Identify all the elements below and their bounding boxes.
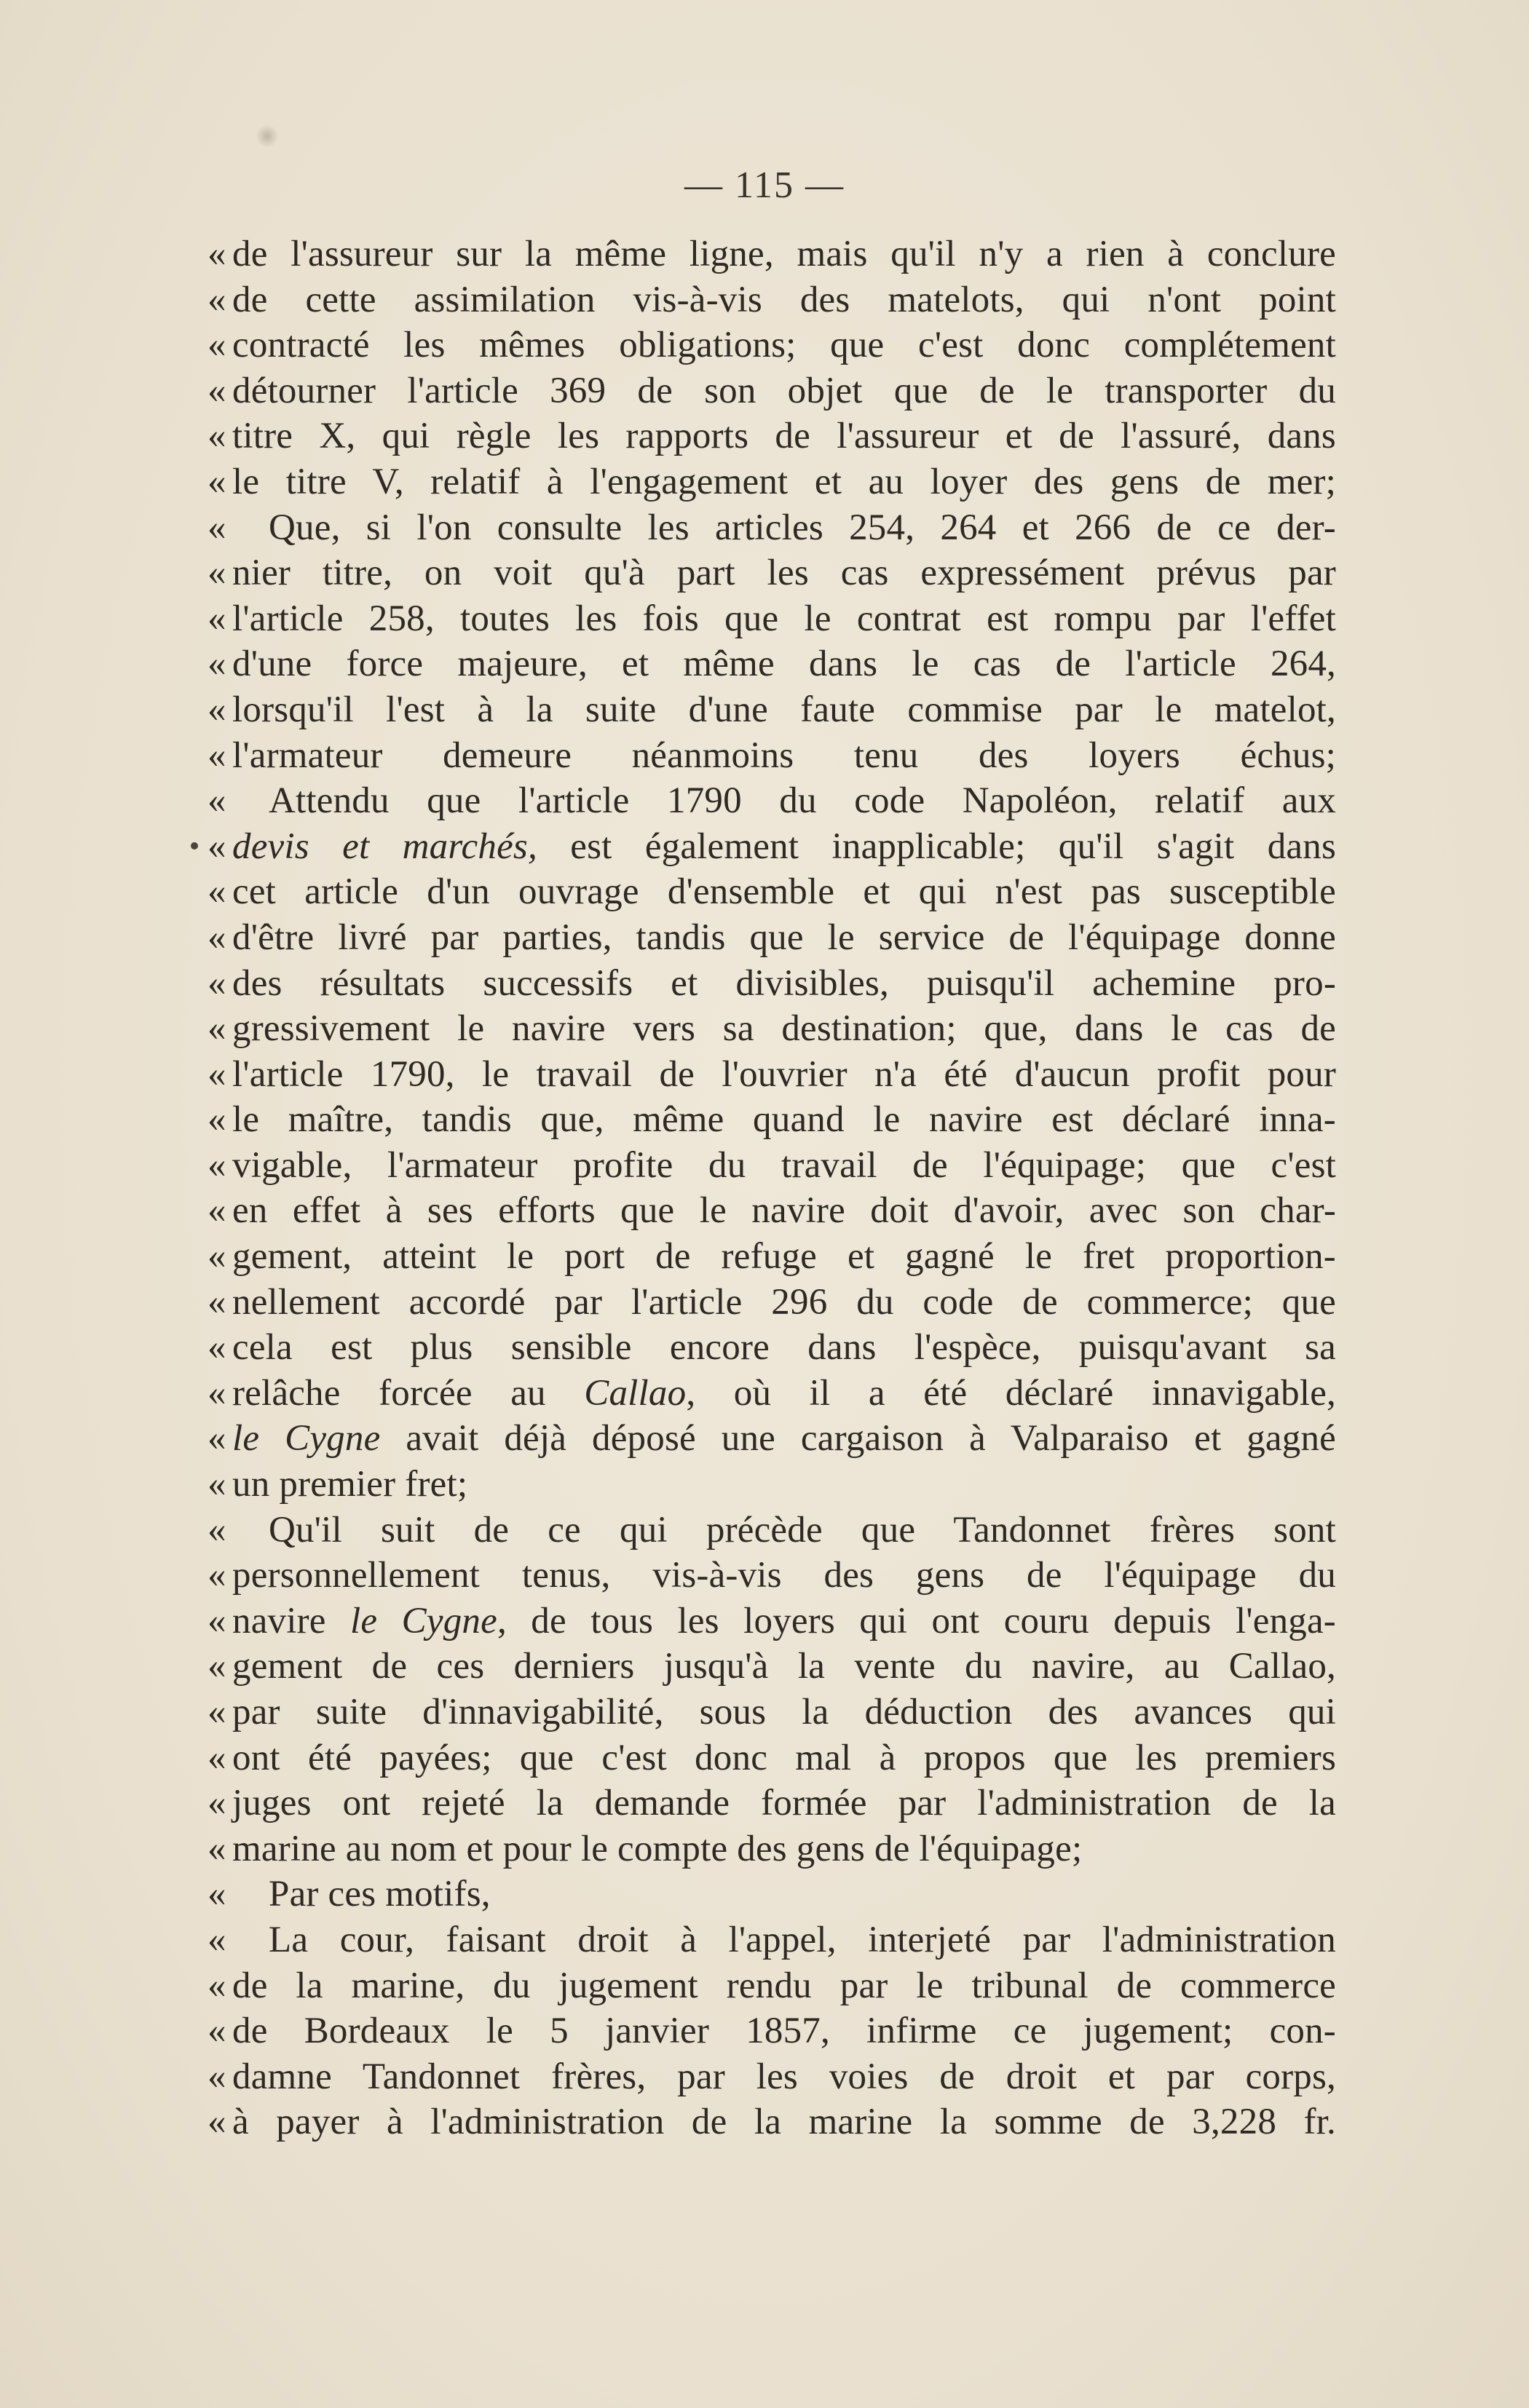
line-text: vigable, l'armateur profite du travail de l'équipage; que c'est	[232, 1144, 1336, 1186]
quote-mark: «	[208, 553, 226, 594]
line-text: de l'assureur sur la même ligne, mais qu'il n'y a rien à conclure	[232, 234, 1336, 274]
text-line	[208, 505, 1336, 551]
line-text: Par ces motifs,	[269, 1874, 491, 1915]
margin-mark	[191, 842, 198, 849]
text-line	[208, 1371, 1336, 1417]
line-text: de Bordeaux le 5 janvier 1857, infirme ce jugement; con-	[232, 2011, 1336, 2052]
quote-mark: «	[208, 2056, 226, 2097]
paper-smudge	[256, 124, 278, 148]
italic-text: le Cygne	[350, 1600, 497, 1641]
quote-mark: «	[208, 1327, 226, 1369]
quote-mark: «	[208, 1874, 226, 1915]
quote-mark: «	[208, 234, 226, 274]
line-text: juges ont rejeté la demande formée par l'administration de la	[232, 1783, 1336, 1824]
text-line	[208, 1872, 1336, 1917]
line-text: ont été payées; que c'est donc mal à propos que les premiers	[232, 1737, 1336, 1778]
quote-mark: «	[208, 1919, 226, 1960]
quote-mark: «	[208, 1783, 226, 1824]
italic-text: le Cygne	[232, 1418, 381, 1460]
line-text: nier titre, on voit qu'à part les cas expressément prévus par	[232, 553, 1336, 594]
line-text: à payer à l'administration de la marine la somme de 3,228 fr.	[232, 2102, 1336, 2143]
quote-mark: «	[208, 598, 226, 639]
line-text: La cour, faisant droit à l'appel, interjeté par l'administration	[269, 1919, 1336, 1960]
quote-mark: «	[208, 1144, 226, 1186]
text-line	[208, 869, 1336, 915]
line-text: cet article d'un ouvrage d'ensemble et qui n'est pas susceptible	[232, 871, 1336, 913]
quote-mark: «	[208, 1418, 226, 1460]
text-line	[208, 1508, 1336, 1553]
line-text: marine au nom et pour le compte des gens de l'équipage;	[232, 1828, 1083, 1869]
text-line	[208, 1644, 1336, 1690]
line-text: lorsqu'il l'est à la suite d'une faute commise par le matelot,	[232, 689, 1336, 730]
quote-mark: «	[208, 1737, 226, 1778]
body-text	[208, 231, 1336, 2145]
line-text: contracté les mêmes obligations; que c'est donc complétement	[232, 325, 1336, 366]
text-line	[208, 368, 1336, 414]
line-text: d'une force majeure, et même dans le cas de l'article 264,	[232, 643, 1336, 685]
text-line	[208, 1143, 1336, 1189]
text-line	[208, 1462, 1336, 1508]
quote-mark: «	[208, 2102, 226, 2143]
page-number: — 115 —	[684, 165, 845, 206]
quote-mark: «	[208, 279, 226, 320]
quote-mark: «	[208, 871, 226, 913]
line-text: détourner l'article 369 de son objet que de le transporter du	[232, 370, 1336, 411]
line-text: , où il a été déclaré innavigable,	[686, 1372, 1336, 1414]
line-text: l'article 258, toutes les fois que le contrat est rompu par l'effet	[232, 598, 1336, 639]
quote-mark: «	[208, 962, 226, 1004]
text-line	[208, 1826, 1336, 1872]
quote-mark: «	[208, 370, 226, 411]
line-text: le titre V, relatif à l'engagement et au loyer des gens de mer;	[232, 461, 1336, 502]
line-text: Qu'il suit de ce qui précède que Tandonnet frères sont	[269, 1509, 1336, 1550]
quote-mark: «	[208, 1965, 226, 2006]
text-line	[208, 277, 1336, 323]
quote-mark: «	[208, 1464, 226, 1505]
quote-mark: «	[208, 1600, 226, 1641]
text-line	[208, 1690, 1336, 1735]
line-text: Attendu que l'article 1790 du code Napoléon, relatif aux	[269, 780, 1336, 822]
text-line	[208, 824, 1336, 870]
text-line	[208, 459, 1336, 505]
text-line	[208, 961, 1336, 1007]
line-text: d'être livré par parties, tandis que le service de l'équipage donne	[232, 916, 1336, 958]
text-line	[208, 1735, 1336, 1781]
text-line	[208, 915, 1336, 961]
quote-mark: «	[208, 734, 226, 776]
quote-mark: «	[208, 1281, 226, 1323]
text-line	[208, 1599, 1336, 1644]
line-text: navire	[232, 1600, 351, 1641]
text-line	[208, 231, 1336, 277]
text-line	[208, 1325, 1336, 1371]
quote-mark: «	[208, 916, 226, 958]
quote-mark: «	[208, 416, 226, 457]
line-text: gement de ces derniers jusqu'à la vente du navire, au Callao,	[232, 1646, 1336, 1687]
quote-mark: «	[208, 780, 226, 822]
text-line	[208, 1416, 1336, 1462]
text-line	[208, 2008, 1336, 2054]
line-text: le maître, tandis que, même quand le navire est déclaré inna-	[232, 1099, 1336, 1141]
text-line	[208, 1553, 1336, 1599]
text-line	[208, 1052, 1336, 1098]
text-line	[208, 2099, 1336, 2145]
italic-text: Callao	[584, 1372, 687, 1414]
line-text: un premier fret;	[232, 1464, 468, 1505]
line-text: des résultats successifs et divisibles, puisqu'il achemine pro-	[232, 962, 1336, 1004]
line-text: en effet à ses efforts que le navire doit d'avoir, avec son char-	[232, 1190, 1336, 1232]
quote-mark: «	[208, 1099, 226, 1141]
quote-mark: «	[208, 1053, 226, 1095]
line-text: relâche forcée au	[232, 1372, 585, 1414]
line-text: nellement accordé par l'article 296 du code de commerce; que	[232, 1281, 1336, 1323]
quote-mark: «	[208, 1372, 226, 1414]
text-line	[208, 550, 1336, 596]
text-line	[208, 322, 1336, 368]
text-line	[208, 1781, 1336, 1826]
quote-mark: «	[208, 825, 226, 867]
line-text: gressivement le navire vers sa destination; que, dans le cas de	[232, 1008, 1336, 1050]
quote-mark: «	[208, 1692, 226, 1732]
text-line	[208, 1280, 1336, 1326]
quote-mark: «	[208, 2011, 226, 2052]
text-line	[208, 1917, 1336, 1963]
quote-mark: «	[208, 507, 226, 548]
line-text: l'article 1790, le travail de l'ouvrier n'a été d'aucun profit pour	[232, 1053, 1336, 1095]
line-text: avait déjà déposé une cargaison à Valparaiso et gagné	[380, 1418, 1336, 1460]
quote-mark: «	[208, 643, 226, 685]
quote-mark: «	[208, 689, 226, 730]
italic-text: devis et marchés,	[232, 825, 537, 867]
line-text: cela est plus sensible encore dans l'espèce, puisqu'avant sa	[232, 1327, 1336, 1369]
text-line	[208, 1006, 1336, 1052]
line-text: titre X, qui règle les rapports de l'assureur et de l'assuré, dans	[232, 416, 1336, 457]
line-text: damne Tandonnet frères, par les voies de droit et par corps,	[232, 2056, 1336, 2097]
text-line	[208, 733, 1336, 779]
quote-mark: «	[208, 325, 226, 366]
quote-mark: «	[208, 1646, 226, 1687]
line-text: de cette assimilation vis-à-vis des matelots, qui n'ont point	[232, 279, 1336, 320]
line-text: par suite d'innavigabilité, sous la déduction des avances qui	[232, 1692, 1336, 1732]
line-text: personnellement tenus, vis-à-vis des gens de l'équipage du	[232, 1555, 1336, 1596]
text-line	[208, 1234, 1336, 1280]
quote-mark: «	[208, 1236, 226, 1278]
quote-mark: «	[208, 1555, 226, 1596]
quote-mark: «	[208, 1190, 226, 1232]
line-text: est également inapplicable; qu'il s'agit dans	[537, 825, 1336, 867]
line-text: Que, si l'on consulte les articles 254, 264 et 266 de ce der-	[269, 507, 1336, 548]
line-text: de la marine, du jugement rendu par le tribunal de commerce	[232, 1965, 1336, 2006]
text-line	[208, 687, 1336, 733]
text-line	[208, 641, 1336, 687]
line-text: l'armateur demeure néanmoins tenu des loyers échus;	[232, 734, 1336, 776]
quote-mark: «	[208, 461, 226, 502]
text-line	[208, 2054, 1336, 2100]
line-text: gement, atteint le port de refuge et gagné le fret proportion-	[232, 1236, 1336, 1278]
text-line	[208, 413, 1336, 459]
text-line	[208, 1963, 1336, 2009]
text-line	[208, 1097, 1336, 1143]
text-line	[208, 1188, 1336, 1234]
quote-mark: «	[208, 1008, 226, 1050]
line-text: , de tous les loyers qui ont couru depuis l'enga-	[497, 1600, 1336, 1641]
text-line	[208, 596, 1336, 642]
text-line	[208, 778, 1336, 824]
quote-mark: «	[208, 1828, 226, 1869]
quote-mark: «	[208, 1509, 226, 1550]
